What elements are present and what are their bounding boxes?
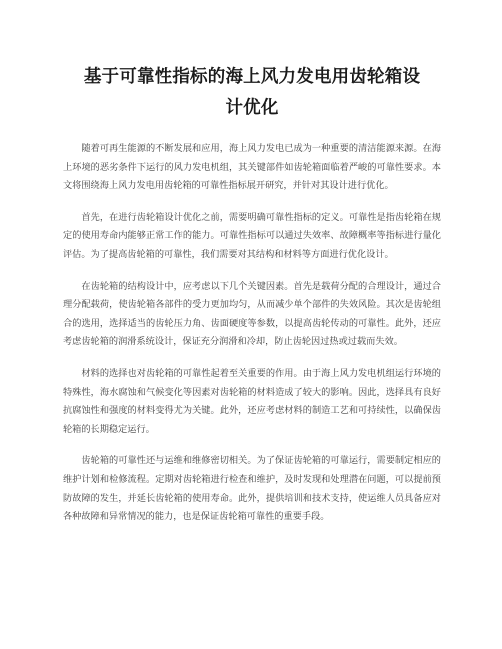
- paragraph-reliability-definition: 首先，在进行齿轮箱设计优化之前，需要明确可靠性指标的定义。可靠性是指齿轮箱在规定的使用寿命内能够正常工作的能力。可靠性指标可以通过失效率、故障概率等指标进行量化评估。为了提高齿轮箱的可靠性，我们需要对其结构和材料等方面进行优化设计。: [63, 211, 441, 260]
- title-line-2: 计优化: [225, 98, 279, 118]
- title-spacer: [63, 124, 441, 140]
- paragraph-intro: 随着可再生能源的不断发展和应用，海上风力发电已成为一种重要的清洁能源来源。在海上环境的恶劣条件下运行的风力发电机组，其关键部件如齿轮箱面临着严峻的可靠性要求。本文将围绕海上风力发电用齿轮箱的可靠性指标展开研究，并针对其设计进行优化。: [63, 143, 441, 192]
- document-title: [63, 62, 441, 124]
- title-line-1: 基于可靠性指标的海上风力发电用齿轮箱设: [83, 67, 421, 87]
- paragraph-material-selection: 材料的选择也对齿轮箱的可靠性起着至关重要的作用。由于海上风力发电机组运行环境的特殊性，海水腐蚀和气候变化等因素对齿轮箱的材料造成了较大的影响。因此，选择具有良好抗腐蚀性和强度的材料变得尤为关键。此外，还应考虑材料的制造工艺和可持续性，以确保齿轮箱的长期稳定运行。: [63, 367, 441, 435]
- paragraph-structure-design: 在齿轮箱的结构设计中，应考虑以下几个关键因素。首先是载荷分配的合理设计，通过合理分配载荷，使齿轮箱各部件的受力更加均匀，从而减少单个部件的失效风险。其次是齿轮组合的选用，选择适当的齿轮压力角、齿面硬度等参数，以提高齿轮传动的可靠性。此外，还应考虑齿轮箱的润滑系统设计，保证充分润滑和冷却，防止齿轮因过热或过载而失效。: [63, 280, 441, 348]
- paragraph-maintenance: 齿轮箱的可靠性还与运维和维修密切相关。为了保证齿轮箱的可靠运行，需要制定相应的维护计划和检修流程。定期对齿轮箱进行检查和维护，及时发现和处理潜在问题，可以提前预防故障的发生，并延长齿轮箱的使用寿命。此外，提供培训和技术支持，使运维人员具备应对各种故障和异常情况的能力，也是保证齿轮箱可靠性的重要手段。: [63, 455, 441, 523]
